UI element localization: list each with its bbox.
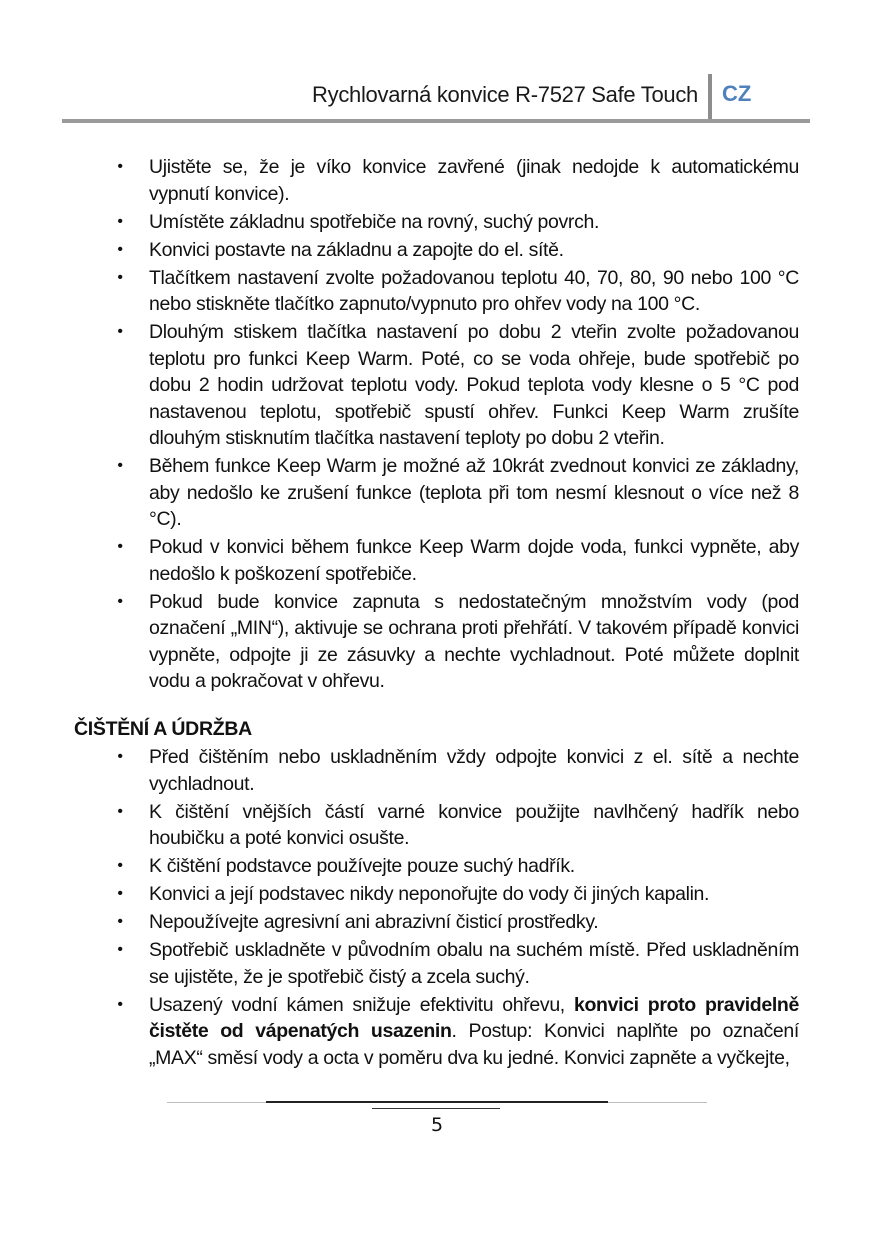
list-item-text: Konvici a její podstavec nikdy neponořujte do vody či jiných kapalin. bbox=[149, 883, 710, 905]
page-header bbox=[0, 72, 874, 122]
bullet-icon: • bbox=[117, 941, 123, 958]
bullet-icon: • bbox=[117, 538, 123, 555]
header-title: Rychlovarná konvice R-7527 Safe Touch bbox=[312, 82, 698, 107]
bullet-icon: • bbox=[117, 995, 123, 1013]
usage-section bbox=[0, 154, 874, 696]
list-item-text: Dlouhým stiskem tlačítka nastavení po dobu 2 vteřin zvolte požadovanou teplotu pro funkci Keep Warm. Poté, co se voda ohřeje, bude spotřebič po dobu 2 hodin udržovat teplotu vody. Pokud teplota vody klesne o 5 °C pod nastavenou teplotu, spotřebič spustí ohřev. Funkci Keep Warm zrušíte dlouhým stisknutím tlačítka nastavení teploty po dobu 2 vteřin. bbox=[149, 321, 799, 449]
list-item bbox=[0, 265, 799, 318]
bullet-icon: • bbox=[117, 857, 123, 874]
bullet-icon: • bbox=[117, 748, 123, 765]
list-item-text: Pokud bude konvice zapnuta s nedostatečným množstvím vody (pod označení „MIN“), aktivuje se ochrana proti přehřátí. V takovém případě konvici vypněte, odpojte ji ze zásuvky a nechte vychladnout. Poté můžete doplnit vodu a pokračovat v ohřevu. bbox=[149, 590, 799, 692]
header-rule bbox=[62, 119, 810, 123]
list-item-text: Nepoužívejte agresivní ani abrazivní čisticí prostředky. bbox=[149, 911, 599, 933]
cleaning-section bbox=[0, 744, 874, 1073]
list-item-text: Ujistěte se, že je víko konvice zavřené (jinak nedojde k automatickému vypnutí konvice). bbox=[149, 156, 799, 205]
cleaning-list bbox=[0, 744, 874, 1071]
list-item-text: . Postup: Konvici naplňte po označení „MAX“ směsí vody a octa v poměru dva ku jedné. Konvici zapněte a vyčkejte, bbox=[149, 1020, 799, 1069]
bullet-icon: • bbox=[117, 457, 123, 474]
header-language-code: CZ bbox=[722, 81, 752, 106]
page-number: 5 bbox=[430, 1114, 444, 1136]
list-item bbox=[0, 589, 799, 695]
bullet-icon: • bbox=[117, 885, 123, 902]
bullet-icon: • bbox=[117, 323, 123, 340]
list-item-text: Tlačítkem nastavení zvolte požadovanou teplotu 40, 70, 80, 90 nebo 100 °C nebo stiskněte tlačítko zapnuto/vypnuto pro ohřev vody na 100 °C. bbox=[149, 266, 799, 315]
list-item bbox=[0, 744, 799, 797]
list-item-text: Před čištěním nebo uskladněním vždy odpojte konvici z el. sítě a nechte vychladnout. bbox=[149, 746, 799, 795]
list-item bbox=[0, 319, 799, 452]
list-item-text: Umístěte základnu spotřebiče na rovný, suchý povrch. bbox=[149, 210, 600, 233]
list-item bbox=[0, 909, 799, 936]
bullet-icon: • bbox=[117, 158, 123, 175]
list-item-text: Pokud v konvici během funkce Keep Warm dojde voda, funkci vypněte, aby nedošlo k poškození spotřebiče. bbox=[149, 536, 799, 585]
footer-rule-short bbox=[372, 1108, 500, 1109]
section-title-cleaning: ČIŠTĚNÍ A ÚDRŽBA bbox=[74, 718, 252, 740]
list-item-text: Během funkce Keep Warm je možné až 10krát zvednout konvici ze základny, aby nedošlo ke zrušení funkce (teplota při tom nesmí klesnout o více než 8 °C). bbox=[149, 455, 799, 530]
bullet-icon: • bbox=[117, 913, 123, 930]
header-divider bbox=[708, 74, 712, 120]
bullet-icon: • bbox=[117, 240, 123, 258]
footer-rule-thick bbox=[266, 1101, 608, 1103]
list-item bbox=[0, 453, 799, 533]
list-item-text: K čištění podstavce používejte pouze suchý hadřík. bbox=[149, 855, 575, 877]
list-item bbox=[0, 799, 799, 852]
list-item-text: K čištění vnějších částí varné konvice použijte navlhčený hadřík nebo houbičku a poté konvici osušte. bbox=[149, 800, 799, 849]
bullet-icon: • bbox=[117, 802, 123, 820]
list-item bbox=[0, 534, 799, 587]
list-item-emphasis: konvici proto pravidelně čistěte od vápenatých usazenin bbox=[149, 993, 799, 1042]
list-item bbox=[0, 154, 799, 207]
list-item bbox=[0, 853, 799, 880]
list-item bbox=[0, 992, 799, 1072]
list-item-text: Konvici postavte na základnu a zapojte do el. sítě. bbox=[149, 238, 564, 261]
usage-list bbox=[0, 154, 874, 695]
list-item bbox=[0, 209, 799, 236]
list-item bbox=[0, 937, 799, 990]
bullet-icon: • bbox=[117, 268, 123, 286]
bullet-icon: • bbox=[117, 592, 123, 610]
bullet-icon: • bbox=[117, 212, 123, 230]
list-item bbox=[0, 237, 799, 264]
list-item bbox=[0, 881, 799, 908]
list-item-text: Spotřebič uskladněte v původním obalu na suchém místě. Před uskladněním se ujistěte, že je spotřebič čistý a zcela suchý. bbox=[149, 939, 799, 988]
list-item-text: Usazený vodní kámen snižuje efektivitu ohřevu, bbox=[149, 993, 574, 1016]
